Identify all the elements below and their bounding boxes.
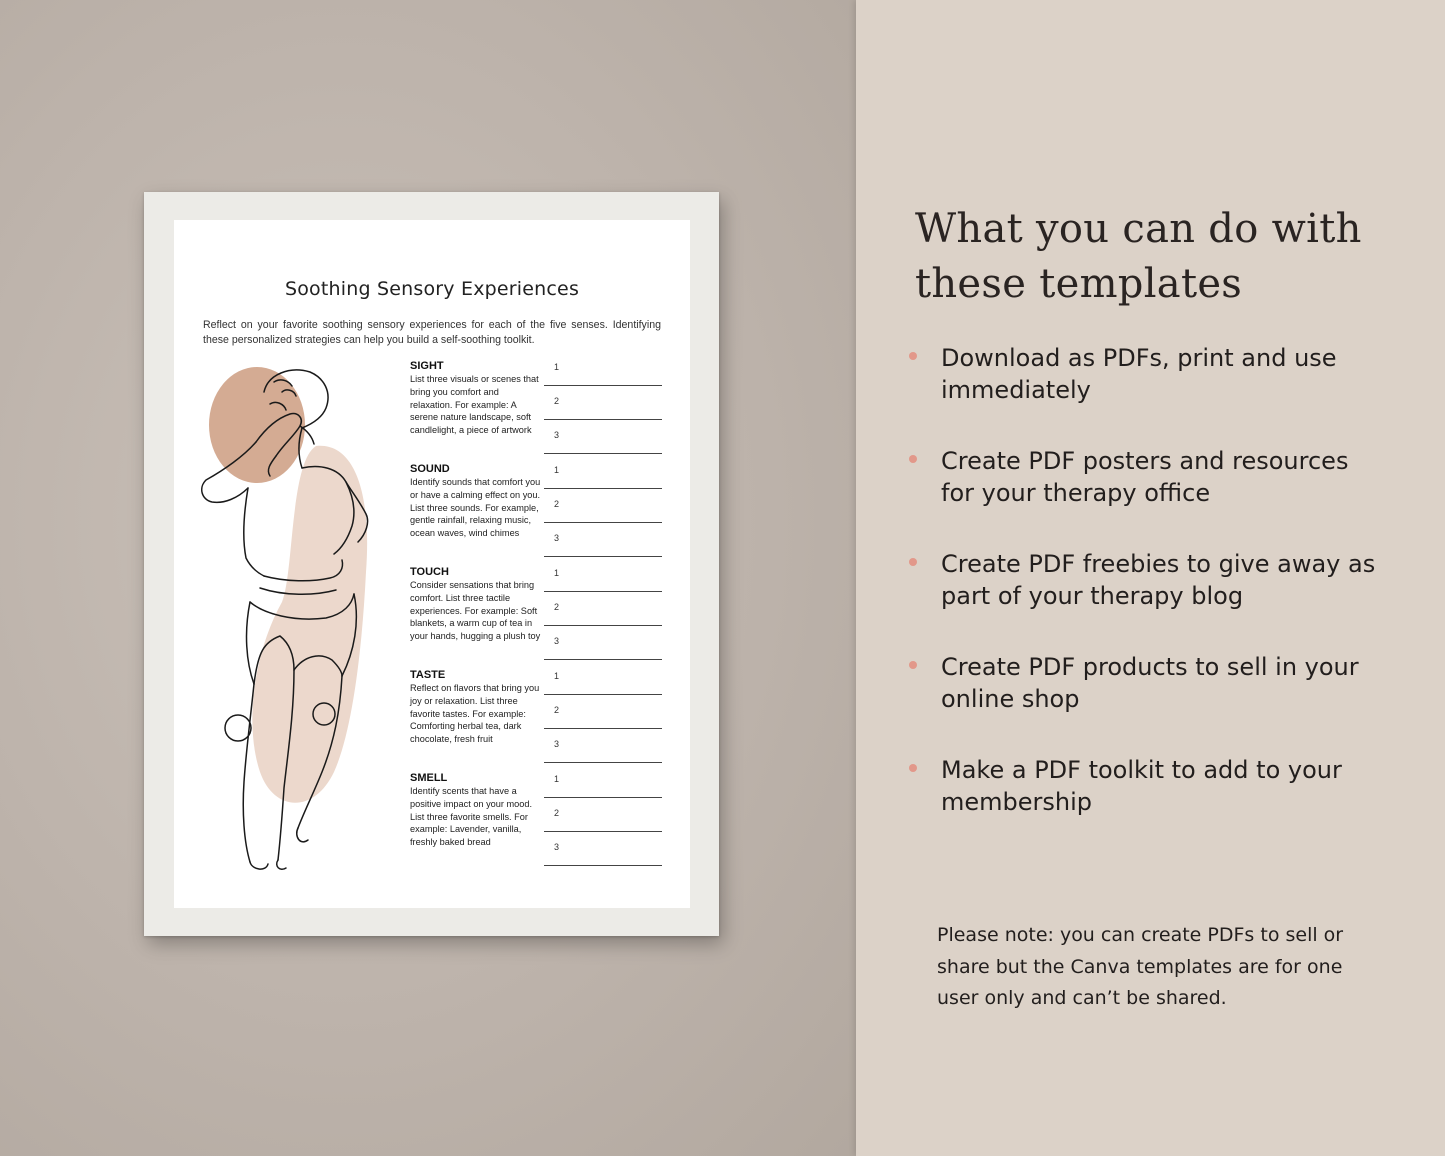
sense-block-sound — [410, 463, 542, 540]
feature-text: Create PDF products to sell in your online shop — [941, 653, 1359, 713]
answer-line[interactable] — [544, 729, 662, 763]
answer-line[interactable] — [544, 558, 662, 592]
feature-text: Create PDF posters and resources for your therapy office — [941, 447, 1349, 507]
line-number: 1 — [554, 671, 560, 681]
sense-block-taste — [410, 669, 542, 746]
answer-line[interactable] — [544, 695, 662, 729]
bullet-dot-icon — [909, 764, 917, 772]
answer-line[interactable] — [544, 661, 662, 695]
answer-line[interactable] — [544, 523, 662, 557]
framed-worksheet-mockup — [144, 192, 719, 936]
line-number: 1 — [554, 362, 560, 372]
answer-line[interactable] — [544, 455, 662, 489]
sense-name: SIGHT — [410, 360, 444, 372]
line-number: 2 — [554, 705, 560, 715]
line-number: 3 — [554, 739, 560, 749]
license-note: Please note: you can create PDFs to sell or share but the Canva templates are for one user only and can’t be shared. — [937, 924, 1344, 1009]
answer-line[interactable] — [544, 386, 662, 420]
bullet-dot-icon — [909, 352, 917, 360]
line-number: 3 — [554, 842, 560, 852]
line-number: 2 — [554, 499, 560, 509]
sense-block-sight — [410, 360, 542, 437]
sense-description: Identify scents that have a positive impact on your mood. List three favorite smells. For example: Lavender, vanilla, freshly baked bread — [410, 786, 533, 848]
answer-line[interactable] — [544, 489, 662, 523]
panel-heading: What you can do with these templates — [915, 206, 1362, 307]
line-number: 1 — [554, 568, 560, 578]
bullet-dot-icon — [909, 661, 917, 669]
line-number: 3 — [554, 533, 560, 543]
sense-block-smell — [410, 772, 542, 849]
answer-line[interactable] — [544, 832, 662, 866]
sense-description: Consider sensations that bring comfort. List three tactile experiences. For example: Soft blankets, a warm cup of tea in your hands, hugging a plush toy — [410, 580, 541, 642]
worksheet-title: Soothing Sensory Experiences — [284, 278, 580, 300]
line-number: 1 — [554, 774, 560, 784]
answer-line[interactable] — [544, 352, 662, 386]
bullet-dot-icon — [909, 455, 917, 463]
line-number: 2 — [554, 808, 560, 818]
line-number: 3 — [554, 430, 560, 440]
answer-line[interactable] — [544, 798, 662, 832]
line-number: 3 — [554, 636, 560, 646]
blob-light — [252, 446, 367, 803]
answer-line[interactable] — [544, 592, 662, 626]
sense-description: List three visuals or scenes that bring you comfort and relaxation. For example: A serene nature landscape, soft candlelight, a piece of artwork — [410, 374, 539, 436]
sense-name: SOUND — [410, 463, 450, 475]
sense-name: TOUCH — [410, 566, 449, 578]
worksheet-intro: Reflect on your favorite soothing sensory experiences for each of the five senses. Identifying these personalized strategies can help you build a self-soothing toolkit. — [203, 319, 661, 346]
line-number: 2 — [554, 396, 560, 406]
sense-description: Reflect on flavors that bring you joy or relaxation. List three favorite tastes. For example: Comforting herbal tea, dark chocolate, fresh fruit — [410, 683, 540, 745]
bullet-dot-icon — [909, 558, 917, 566]
answer-line[interactable] — [544, 764, 662, 798]
answer-line[interactable] — [544, 420, 662, 454]
sense-block-touch — [410, 566, 542, 643]
feature-text: Download as PDFs, print and use immediately — [941, 344, 1337, 404]
worksheet-page — [174, 220, 690, 908]
sense-name: SMELL — [410, 772, 448, 784]
answer-line[interactable] — [544, 626, 662, 660]
sense-name: TASTE — [410, 669, 446, 681]
line-number: 1 — [554, 465, 560, 475]
line-art-figure-illustration — [194, 352, 414, 872]
line-number: 2 — [554, 602, 560, 612]
feature-text: Make a PDF toolkit to add to your membership — [941, 756, 1342, 816]
sense-description: Identify sounds that comfort you or have a calming effect on you. List three sounds. For example, gentle rainfall, relaxing music, ocean waves, wind chimes — [410, 477, 541, 539]
feature-text: Create PDF freebies to give away as part of your therapy blog — [941, 550, 1376, 610]
